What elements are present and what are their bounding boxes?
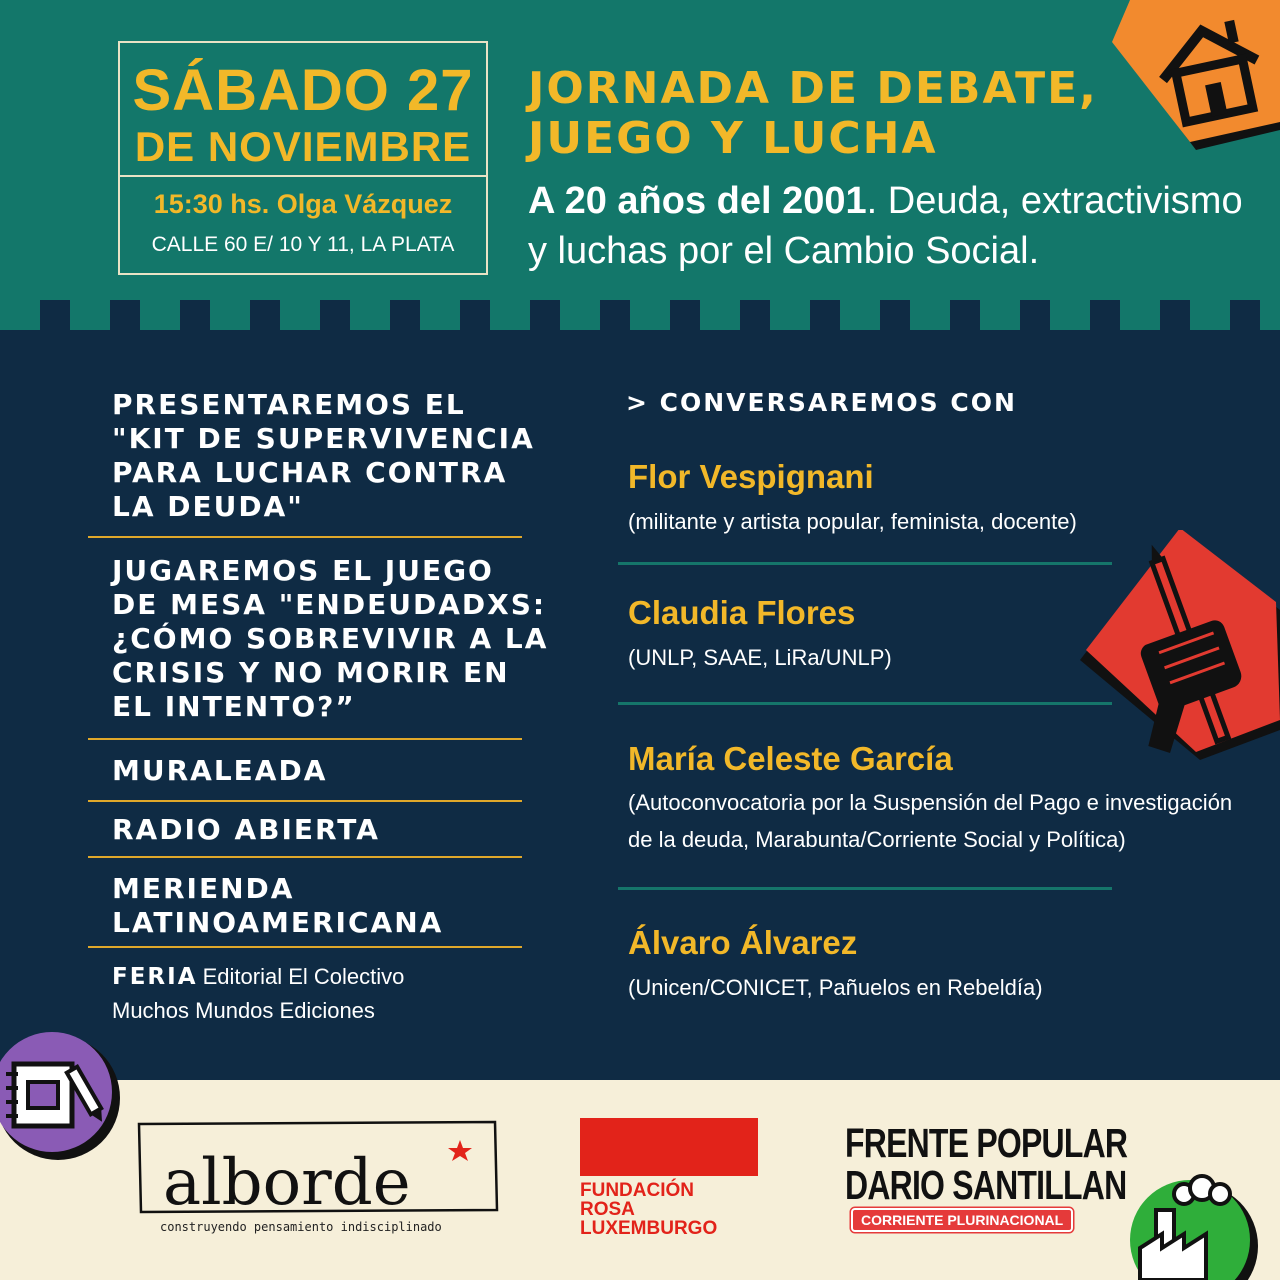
activity-board-game: JUGAREMOS EL JUEGO DE MESA "ENDEUDADXS: ¿CÓMO SOBREVIVIR A LA CRISIS Y NO MORIR EN EL INTENTO?” [112,554,549,723]
speaker-description: (militante y artista popular, feminista, docente) [628,509,1077,534]
event-subheading [528,176,1248,276]
divider [618,702,1112,705]
feria-line-1: Editorial El Colectivo [202,964,405,989]
rosa-luxemburgo-logo: FUNDACIÓN ROSA LUXEMBURGO [580,1118,758,1238]
speaker-description: (Autoconvocatoria por la Suspensión del Pago e investigación [628,790,1233,815]
event-address: CALLE 60 E/ 10 Y 11, LA PLATA [151,233,455,256]
event-time-place: 15:30 hs. Olga Vázquez [153,189,453,219]
divider [618,887,1112,890]
fpds-badge: CORRIENTE PLURINACIONAL [851,1208,1073,1232]
subhead-bold: A 20 años del 2001 [528,180,867,222]
speaker-name: Claudia Flores [628,594,856,631]
alborde-logo [135,1118,500,1218]
fist-pencil-icon [1080,530,1280,760]
speaker-name: María Celeste García [628,740,953,777]
date-month: DE NOVIEMBRE [134,123,472,170]
headline-line-2: JUEGO Y LUCHA [528,113,938,164]
speaker-description: de la deuda, Marabunta/Corriente Social y Política) [628,827,1126,852]
divider [88,946,522,948]
feria-line-2: Muchos Mundos Ediciones [112,998,375,1023]
frente-popular-logo: FRENTE POPULAR DARIO SANTILLAN CORRIENTE PLURINACIONAL [845,1122,1207,1232]
date-divider [120,175,486,177]
activity-kit: PRESENTAREMOS EL "KIT DE SUPERVIVENCIA PARA LUCHAR CONTRA LA DEUDA" [112,388,535,523]
date-day: SÁBADO 27 [132,58,474,123]
speaker-description: (Unicen/CONICET, Pañuelos en Rebeldía) [628,975,1043,1000]
divider [88,800,522,802]
alborde-tagline: construyendo pensamiento indisciplinado [160,1220,442,1234]
speaker-name: Flor Vespignani [628,458,874,495]
subhead-rest: . Deuda, extractivismo [866,180,1243,222]
activity-muraleada: MURALEADA [112,754,328,787]
notebook-icon [0,1030,130,1160]
crenel-edge [0,300,1280,330]
speaker-description: (UNLP, SAAE, LiRa/UNLP) [628,645,892,670]
feria-block [112,964,405,1023]
activity-merienda: MERIENDA LATINOAMERICANA [112,872,444,939]
divider [88,738,522,740]
date-box [118,41,488,275]
event-headline [528,64,1098,164]
rosa-red-block [580,1118,758,1176]
activity-radio: RADIO ABIERTA [112,813,380,846]
divider [88,856,522,858]
header-band [0,0,1280,330]
divider [618,562,1112,565]
feria-label: FERIA [112,964,198,990]
subhead-line-2: y luchas por el Cambio Social. [528,230,1040,272]
divider [88,536,522,538]
headline-line-1: JORNADA DE DEBATE, [528,63,1098,114]
house-icon [1100,0,1280,150]
conversation-heading: > CONVERSAREMOS CON [626,388,1017,417]
alborde-wordmark: alborde [163,1146,411,1218]
speaker-name: Álvaro Álvarez [628,924,858,961]
